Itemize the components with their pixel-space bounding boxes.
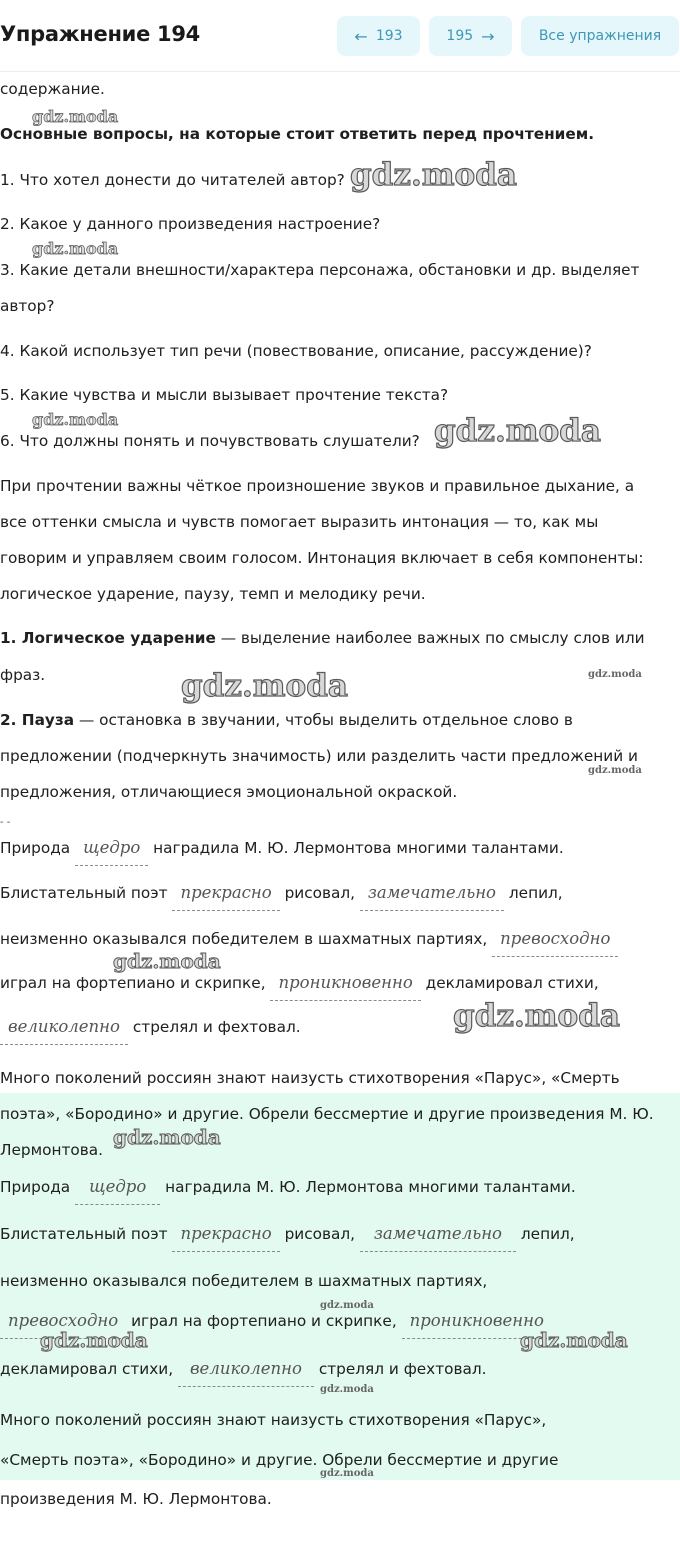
exercise-sentence-1 (0, 838, 564, 857)
watermark: gdz.moda (453, 998, 620, 1034)
prev-exercise-label: 193 (375, 28, 403, 44)
exercise-text: Природа (0, 839, 71, 857)
answer-sentence-5 (0, 1359, 487, 1378)
answer-text: Блистательный поэт (0, 1225, 168, 1243)
question-2: 2. Какое у данного произведения настроение? (0, 215, 381, 233)
poems-line-1: Много поколений россиян знают наизусть стихотворения «Парус», «Смерть (0, 1069, 620, 1087)
watermark: gdz.moda (588, 765, 642, 776)
page-title: Упражнение 194 (0, 22, 200, 46)
exercise-text: лепил, (508, 884, 563, 902)
answer-sentence-3: неизменно оказывался победителем в шахматных партиях, (0, 1272, 488, 1290)
poems-line-2: поэта», «Бородино» и другие. Обрели бессмертие и другие произведения М. Ю. (0, 1105, 654, 1123)
definition-2-line-1 (0, 711, 573, 729)
all-exercises-button[interactable] (521, 16, 679, 56)
poems-line-3: Лермонтова. (0, 1141, 104, 1159)
answer-text: Природа (0, 1178, 71, 1196)
paragraph-line-3: говорим и управляем своим голосом. Интонация включает в себя компоненты: (0, 549, 644, 567)
answer-text: наградила М. Ю. Лермонтова многими талантами. (165, 1178, 576, 1196)
exercise-sentence-5 (0, 1017, 301, 1036)
question-3a: 3. Какие детали внешности/характера персонажа, обстановки и др. выделяет (0, 261, 640, 279)
paragraph-line-2: все оттенки смысла и чувств помогает выразить интонация — то, как мы (0, 513, 599, 531)
definition-1-text: — выделение наиболее важных по смыслу слов или (215, 629, 645, 647)
answer-word-6: великолепно (178, 1359, 314, 1378)
paragraph-line-4: логическое ударение, паузу, темп и мелодику речи. (0, 585, 426, 603)
definition-2-text: — остановка в звучании, чтобы выделить отдельное слово в (74, 711, 573, 729)
watermark: gdz.moda (32, 107, 119, 126)
answer-text: играл на фортепиано и скрипке, (131, 1312, 397, 1330)
answer-poems-line-1: Много поколений россиян знают наизусть стихотворения «Парус», (0, 1411, 547, 1429)
filled-word-1: щедро (75, 838, 148, 857)
exercise-text: играл на фортепиано и скрипке, (0, 974, 266, 992)
all-exercises-label: Все упражнения (538, 28, 662, 44)
page-header (0, 0, 680, 72)
watermark: gdz.moda (350, 157, 517, 193)
question-6: 6. Что должны понять и почувствовать слушатели? (0, 432, 420, 450)
exercise-text: стрелял и фехтовал. (132, 1018, 301, 1036)
exercise-text: рисовал, (284, 884, 356, 902)
exercise-sentence-4 (0, 973, 599, 992)
answer-word-3: замечательно (360, 1224, 516, 1243)
watermark: gdz.moda (40, 1328, 148, 1352)
question-5: 5. Какие чувства и мысли вызывает прочтение текста? (0, 386, 449, 404)
watermark: gdz.moda (320, 1300, 374, 1311)
answer-text: лепил, (520, 1225, 575, 1243)
answer-sentence-1 (0, 1177, 576, 1196)
answer-poems-line-3: произведения М. Ю. Лермонтова. (0, 1490, 272, 1508)
exercise-text: декламировал стихи, (425, 974, 599, 992)
definition-1-line-2: фраз. (0, 666, 46, 684)
exercise-sentence-2 (0, 883, 563, 902)
definition-1-term: 1. Логическое ударение (0, 629, 216, 647)
watermark: gdz.moda (113, 949, 221, 973)
watermark: gdz.moda (520, 1328, 628, 1352)
next-exercise-label: 195 (446, 28, 474, 44)
watermark: gdz.moda (320, 1468, 374, 1479)
prev-exercise-button[interactable] (337, 16, 420, 56)
answer-sentence-2 (0, 1224, 575, 1243)
questions-title: Основные вопросы, на которые стоит ответить перед прочтением. (0, 125, 595, 143)
paragraph-line-1: При прочтении важны чёткое произношение звуков и правильное дыхание, а (0, 477, 635, 495)
answer-text: стрелял и фехтовал. (318, 1360, 487, 1378)
watermark: gdz.moda (588, 669, 642, 680)
answer-word-5: проникновенно (402, 1311, 552, 1330)
watermark: gdz.moda (113, 1125, 221, 1149)
definition-2-term: 2. Пауза (0, 711, 75, 729)
exercise-sentence-3 (0, 929, 618, 948)
question-4: 4. Какой использует тип речи (повествование, описание, рассуждение)? (0, 342, 592, 360)
watermark: gdz.moda (32, 410, 119, 429)
watermark: gdz.moda (181, 668, 348, 704)
definition-2-line-3: предложения, отличающиеся эмоциональной окраской. (0, 783, 458, 801)
answer-text: рисовал, (284, 1225, 356, 1243)
filled-word-4: превосходно (492, 929, 618, 948)
filled-word-3: замечательно (360, 883, 504, 902)
answer-text: декламировал стихи, (0, 1360, 174, 1378)
exercise-text: неизменно оказывался победителем в шахматных партиях, (0, 930, 488, 948)
dash-mark: - - (0, 817, 11, 828)
question-3b: автор? (0, 297, 55, 315)
answer-word-4: превосходно (0, 1311, 126, 1330)
filled-word-6: великолепно (0, 1017, 128, 1036)
definition-2-line-2: предложении (подчеркнуть значимость) или разделить части предложений и (0, 747, 638, 765)
watermark: gdz.moda (32, 239, 119, 258)
watermark: gdz.moda (434, 413, 601, 449)
filled-word-5: проникновенно (270, 973, 420, 992)
answer-word-1: щедро (75, 1177, 160, 1196)
exercise-text: наградила М. Ю. Лермонтова многими талантами. (153, 839, 564, 857)
next-exercise-button[interactable] (429, 16, 512, 56)
exercise-text: Блистательный поэт (0, 884, 168, 902)
filled-word-2: прекрасно (172, 883, 279, 902)
answer-poems-line-2: «Смерть поэта», «Бородино» и другие. Обрели бессмертие и другие (0, 1451, 559, 1469)
arrow-left-icon: ← (354, 26, 368, 46)
watermark: gdz.moda (320, 1384, 374, 1395)
question-1: 1. Что хотел донести до читателей автор? (0, 171, 345, 189)
definition-1-line-1 (0, 629, 645, 647)
intro-end: содержание. (0, 80, 105, 98)
arrow-right-icon: → (481, 26, 495, 46)
answer-word-2: прекрасно (172, 1224, 279, 1243)
